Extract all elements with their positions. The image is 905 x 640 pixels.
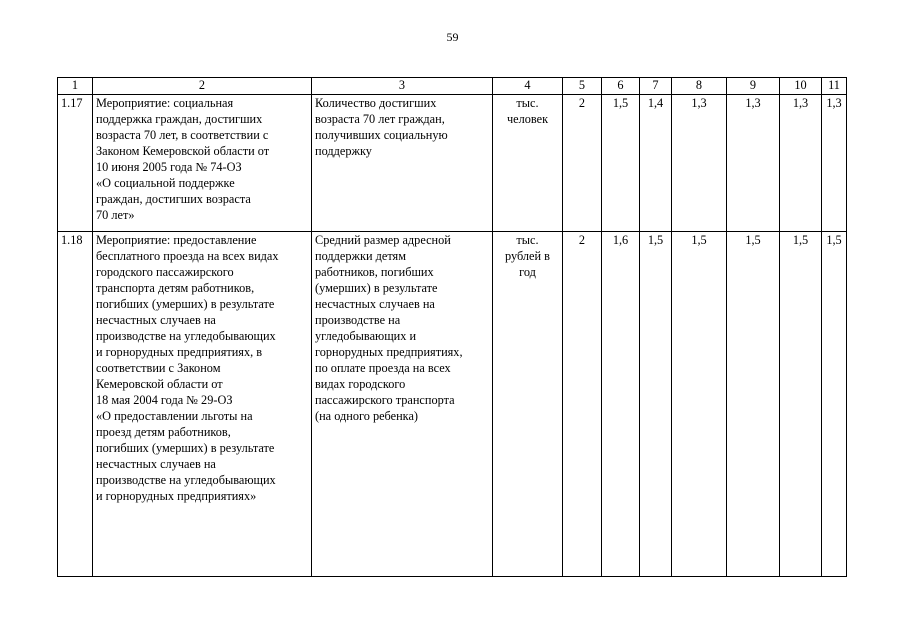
value-cell: 1,3 [727, 95, 780, 232]
event-description: Мероприятие: социальная поддержка граждан, достигших возраста 70 лет, в соответствии с Законом Кемеровской области от 10 июня 2005 года № 74-ОЗ «О социальной поддержке граждан, достигших возраста 70 лет» [93, 95, 312, 232]
value-cell: 1,5 [640, 232, 672, 577]
table-row [58, 95, 847, 232]
program-indicators-table [57, 77, 847, 577]
table-header-row [58, 78, 847, 95]
header-cell-2: 2 [93, 78, 312, 95]
header-cell-4: 4 [493, 78, 563, 95]
header-cell-9: 9 [727, 78, 780, 95]
row-number: 1.17 [58, 95, 93, 232]
unit-of-measure: тыс. человек [493, 95, 563, 232]
page-number: 59 [446, 30, 459, 44]
header-cell-7: 7 [640, 78, 672, 95]
table-row [58, 232, 847, 577]
value-cell: 1,5 [672, 232, 727, 577]
value-cell: 1,5 [822, 232, 847, 577]
value-cell: 2 [563, 232, 602, 577]
value-cell: 1,5 [602, 95, 640, 232]
event-description: Мероприятие: предоставление бесплатного проезда на всех видах городского пассажирского транспорта детям работников, погибших (умерших) в результате несчастных случаев на производстве на угледобывающих и горнорудных предприятиях, в соответствии с Законом Кемеровской области от 18 мая 2004 года № 29-ОЗ «О предоставлении льготы на проезд детям работников, погибших (умерших) в результате несчастных случаев на производстве на угледобывающих и горнорудных предприятиях» [93, 232, 312, 577]
indicator-description: Количество достигших возраста 70 лет граждан, получивших социальную поддержку [312, 95, 493, 232]
value-cell: 1,3 [672, 95, 727, 232]
value-cell: 2 [563, 95, 602, 232]
header-cell-1: 1 [58, 78, 93, 95]
row-number: 1.18 [58, 232, 93, 577]
value-cell: 1,5 [780, 232, 822, 577]
value-cell: 1,3 [780, 95, 822, 232]
unit-of-measure: тыс. рублей в год [493, 232, 563, 577]
header-cell-6: 6 [602, 78, 640, 95]
header-cell-10: 10 [780, 78, 822, 95]
header-cell-3: 3 [312, 78, 493, 95]
value-cell: 1,6 [602, 232, 640, 577]
indicator-description: Средний размер адресной поддержки детям работников, погибших (умерших) в результате несчастных случаев на производстве на угледобывающих и горнорудных предприятиях, по оплате проезда на всех видах городского пассажирского транспорта (на одного ребенка) [312, 232, 493, 577]
header-cell-5: 5 [563, 78, 602, 95]
header-cell-8: 8 [672, 78, 727, 95]
value-cell: 1,3 [822, 95, 847, 232]
value-cell: 1,5 [727, 232, 780, 577]
value-cell: 1,4 [640, 95, 672, 232]
header-cell-11: 11 [822, 78, 847, 95]
